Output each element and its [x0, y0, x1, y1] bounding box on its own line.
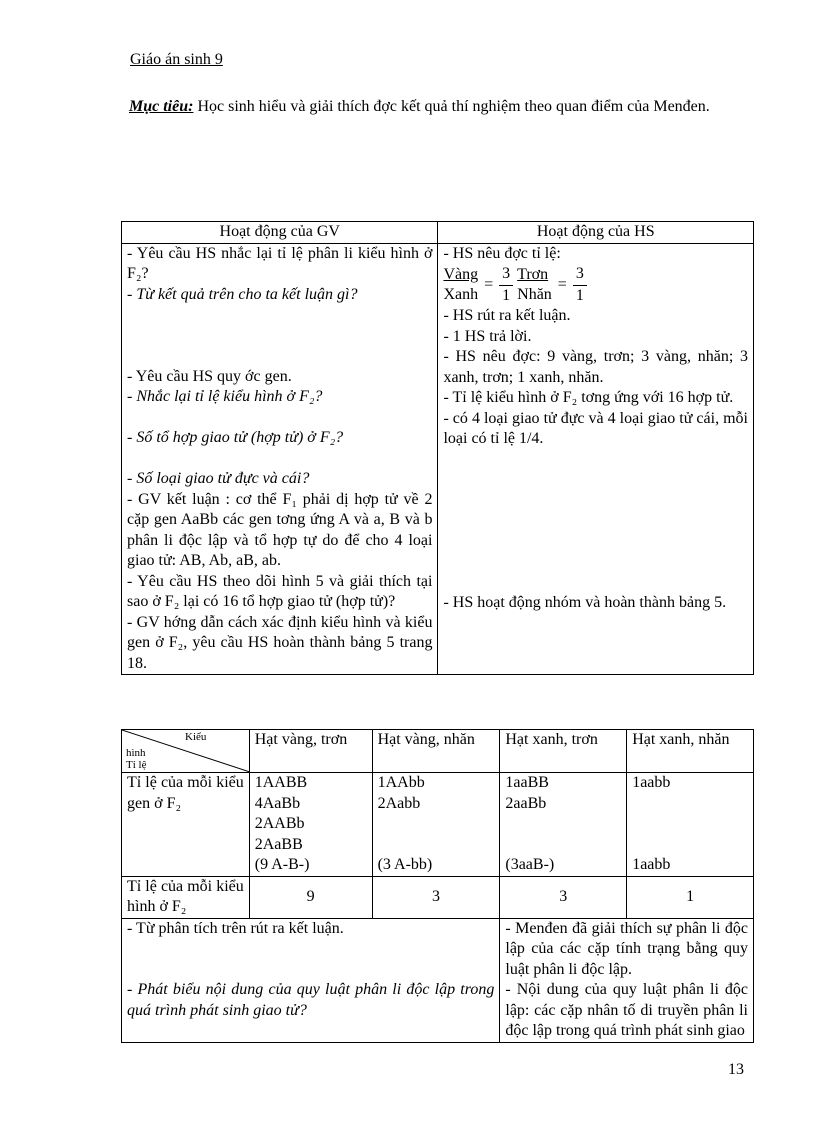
gv-line-9: - GV hớng dẫn cách xác định kiểu hình và kiểu gen ở F₂, yêu cầu HS hoàn thành bảng 5 trang 18.	[127, 613, 433, 672]
ratio-word-bottom: Nhăn	[517, 286, 552, 303]
gv-line-7: - GV kết luận : cơ thể F₁ phải dị hợp tử về 2 cặp gen AaBb các gen tơng ứng A và a, B và b phân li độc lập và tổ hợp tự do để cho 4 loại giao tử: AB, Ab, aB, ab.	[127, 490, 433, 569]
gv-line-2: - Từ kết quả trên cho ta kết luận gì?	[127, 285, 358, 303]
ratio-numerator: 3	[499, 264, 513, 286]
page-number: 13	[728, 1061, 744, 1078]
hs-column-header: Hoạt động của HS	[438, 222, 754, 244]
genotype-total: (3aaB-)	[505, 856, 555, 873]
gv-conclusion-cell	[122, 918, 500, 1042]
genotype-entry: 1aaBB	[505, 774, 549, 791]
ratio-word-top: Vàng	[443, 265, 479, 283]
hs-activities	[438, 243, 754, 675]
genotype-entry: 2aaBb	[505, 794, 547, 812]
genotype-entry: 2AABb	[254, 815, 305, 832]
genotype-ratio-label: Tỉ lệ của mỗi kiểu gen ở F₂	[122, 773, 250, 877]
hs-line-6: - có 4 loại giao tử đực và 4 loại giao tử cái, mỗi loại có tỉ lệ 1/4.	[443, 409, 748, 447]
genotype-cell-1	[249, 773, 372, 877]
equals-sign: =	[484, 275, 494, 293]
genotype-total: 1aabb	[632, 856, 671, 873]
gv-line-1: - Yêu cầu HS nhắc lại tỉ lệ phân li kiểu hình ở F₂?	[127, 244, 433, 282]
phenotype-ratio-3: 3	[500, 876, 627, 918]
genotype-entry: 2Aabb	[377, 794, 421, 812]
genotype-cell-4	[627, 773, 754, 877]
corner-label-top: Kiểu	[185, 731, 207, 743]
activity-table	[121, 221, 754, 675]
ratio-numerator: 3	[573, 264, 587, 286]
hs-line-3: - 1 HS trả lời.	[443, 327, 532, 345]
gv-column-header: Hoạt động của GV	[122, 222, 438, 244]
genotype-phenotype-table	[121, 729, 754, 1043]
lesson-objective	[129, 97, 746, 118]
hs-line-2: - HS rút ra kết luận.	[443, 307, 571, 324]
gv-conclusion-1: - Từ phân tích trên rút ra kết luận.	[127, 919, 344, 937]
gv-line-5: - Số tổ hợp giao tử (hợp tử) ở F₂?	[127, 429, 344, 446]
equals-sign: =	[557, 275, 567, 293]
genotype-entry: 2AaBB	[254, 835, 303, 853]
document-header: Giáo án sinh 9	[130, 51, 223, 68]
ratio-smooth-wrinkled	[517, 264, 587, 306]
ratio-word-top: Trơn	[517, 265, 549, 283]
phenotype-header-1: Hạt vàng, trơn	[249, 730, 372, 773]
gv-conclusion-2: - Phát biểu nội dung của quy luật phân li độc lập trong quá trình phát sinh giao tử?	[127, 981, 495, 1019]
gv-line-6: - Số loại giao tử đực và cái?	[127, 470, 310, 487]
gv-activities	[122, 243, 438, 675]
hs-line-5: - Tỉ lệ kiểu hình ở F₂ tơng ứng với 16 hợp tử.	[443, 389, 734, 406]
phenotype-ratio-2: 3	[372, 876, 500, 918]
ratio-denominator: 1	[575, 286, 584, 304]
genotype-entry: 1AAbb	[377, 774, 425, 791]
genotype-total: (3 A-bb)	[377, 856, 433, 873]
ratio-yellow-green	[443, 264, 513, 306]
hs-line-4: - HS nêu đợc: 9 vàng, trơn; 3 vàng, nhăn; 3 xanh, trơn; 1 xanh, nhăn.	[443, 348, 748, 386]
phenotype-header-2: Hạt vàng, nhăn	[372, 730, 500, 773]
ratio-word-bottom: Xanh	[443, 286, 479, 303]
phenotype-header-3: Hạt xanh, trơn	[500, 730, 627, 773]
gv-line-3: - Yêu cầu HS quy ớc gen.	[127, 367, 292, 385]
genotype-cell-2	[372, 773, 500, 877]
genotype-entry: 1aabb	[632, 774, 671, 791]
phenotype-ratio-4: 1	[627, 876, 754, 918]
objective-label: Mục tiêu:	[129, 98, 194, 115]
genotype-entry: 4AaBb	[254, 794, 301, 812]
corner-label-bottom: hình Tỉ lệ	[126, 747, 147, 771]
genotype-cell-3	[500, 773, 627, 877]
hs-conclusion-2: - Nội dung của quy luật phân li độc lập: các cặp nhân tố di truyền phân li độc lập trong quá trình phát sinh giao	[505, 981, 748, 1039]
hs-line-1: - HS nêu đợc tỉ lệ:	[443, 244, 561, 262]
hs-line-7: - HS hoạt động nhóm và hoàn thành bảng 5.	[443, 594, 727, 611]
phenotype-header-4: Hạt xanh, nhăn	[627, 730, 754, 773]
hs-conclusion-1: - Menđen đã giải thích sự phân li độc lập của các cặp tính trạng bằng quy luật phân li độc lập.	[505, 919, 748, 978]
gv-line-4: - Nhắc lại tỉ lệ kiểu hình ở F₂?	[127, 388, 323, 405]
ratio-denominator: 1	[502, 286, 511, 304]
hs-conclusion-cell	[500, 918, 754, 1042]
gv-line-8: - Yêu cầu HS theo dõi hình 5 và giải thích tại sao ở F₂ lại có 16 tổ hợp giao tử (hợp tử)?	[127, 572, 433, 610]
genotype-total: (9 A-B-)	[254, 856, 310, 873]
objective-text: Học sinh hiểu và giải thích đợc kết quả thí nghiệm theo quan điểm của Menđen.	[193, 98, 710, 115]
phenotype-ratio-1: 9	[249, 876, 372, 918]
corner-header-cell	[122, 730, 250, 773]
genotype-entry: 1AABB	[254, 774, 308, 791]
phenotype-ratio-label: Tỉ lệ của mỗi kiểu hình ở F₂	[122, 876, 250, 918]
